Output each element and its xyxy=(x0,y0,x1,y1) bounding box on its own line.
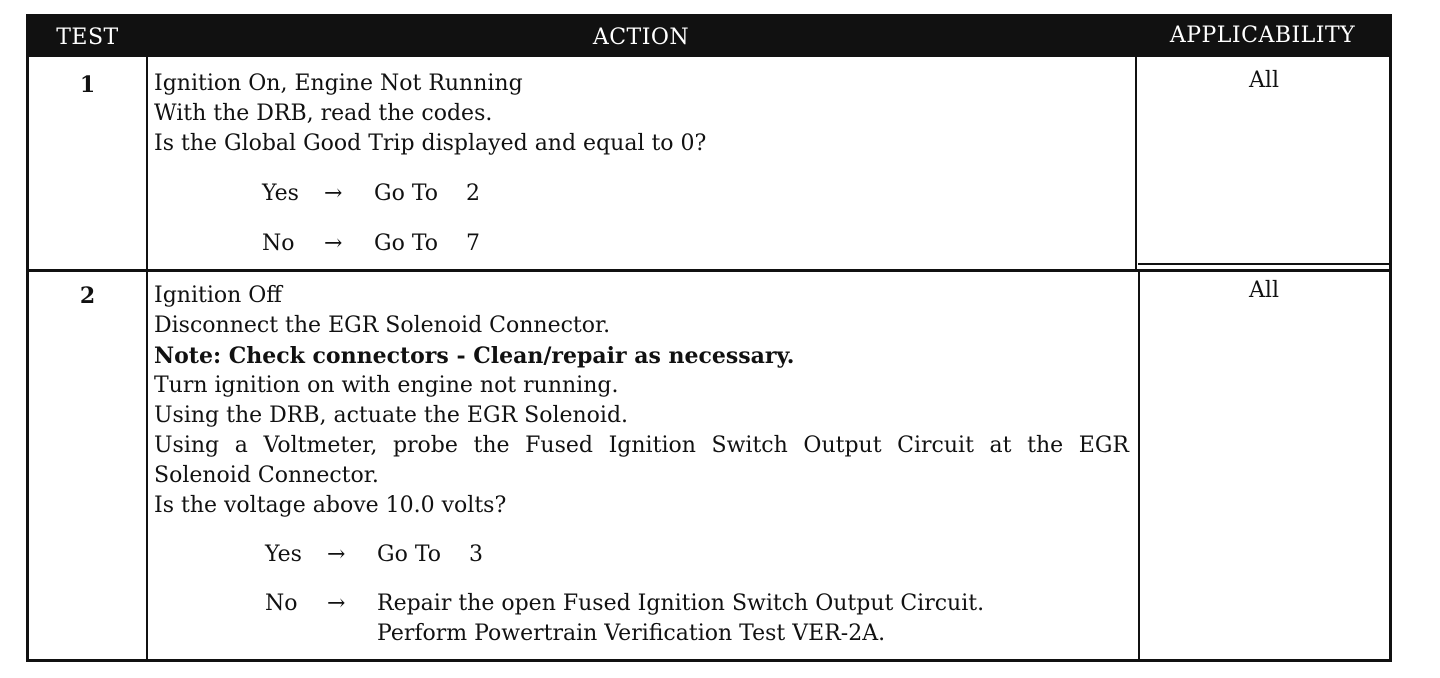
applicability-2: All xyxy=(1249,278,1279,303)
answer-yes-2 xyxy=(265,540,483,570)
step-line: Is the voltage above 10.0 volts? xyxy=(154,493,507,518)
diagnostic-test-table xyxy=(26,14,1392,662)
column-divider-test xyxy=(146,57,148,662)
answer-label: Yes xyxy=(262,181,299,206)
step-line: With the DRB, read the codes. xyxy=(154,101,493,126)
answer-label: Yes xyxy=(265,542,302,567)
column-divider-action-row1 xyxy=(1135,57,1137,269)
answer-label: No xyxy=(262,231,295,256)
row-divider-applicability xyxy=(1138,263,1392,265)
goto-target: 2 xyxy=(466,181,480,206)
answer-label: No xyxy=(265,591,298,616)
arrow-icon: → xyxy=(327,591,346,616)
arrow-icon: → xyxy=(327,542,346,567)
step-line: Turn ignition on with engine not running. xyxy=(154,373,619,398)
action-steps-2 xyxy=(154,281,1129,521)
answer-no-2-remedy xyxy=(377,589,984,649)
action-steps-1 xyxy=(154,69,1129,159)
goto-label: Go To xyxy=(377,542,442,567)
step-line: Using a Voltmeter, probe the Fused Ignition Switch Output Circuit at the EGR Solenoid Connector. xyxy=(154,433,1129,488)
goto-label: Go To xyxy=(374,181,439,206)
answer-no-1 xyxy=(262,229,480,259)
goto-label: Go To xyxy=(374,231,439,256)
step-line: Ignition Off xyxy=(154,283,282,308)
goto-target: 7 xyxy=(466,231,480,256)
column-divider-action-row2 xyxy=(1138,269,1140,662)
goto-target: 3 xyxy=(469,542,483,567)
arrow-icon: → xyxy=(324,181,343,206)
step-line: Ignition On, Engine Not Running xyxy=(154,71,523,96)
header-action: ACTION xyxy=(592,25,690,50)
arrow-icon: → xyxy=(324,231,343,256)
remedy-line: Repair the open Fused Ignition Switch Output Circuit. xyxy=(377,591,985,616)
step-line: Is the Global Good Trip displayed and equal to 0? xyxy=(154,131,707,156)
header-applicability: APPLICABILITY xyxy=(1169,23,1356,48)
remedy-line: Perform Powertrain Verification Test VER-2A. xyxy=(377,621,886,646)
applicability-1: All xyxy=(1249,68,1279,93)
table-header xyxy=(29,17,1389,57)
test-number-2: 2 xyxy=(79,283,96,309)
answer-no-2 xyxy=(265,589,377,619)
step-line: Using the DRB, actuate the EGR Solenoid. xyxy=(154,403,629,428)
note-line: Note: Check connectors - Clean/repair as necessary. xyxy=(154,343,795,369)
test-number-1: 1 xyxy=(79,72,96,98)
step-line: Disconnect the EGR Solenoid Connector. xyxy=(154,313,611,338)
header-test: TEST xyxy=(56,25,119,50)
answer-yes-1 xyxy=(262,179,480,209)
row-divider xyxy=(29,269,1389,272)
